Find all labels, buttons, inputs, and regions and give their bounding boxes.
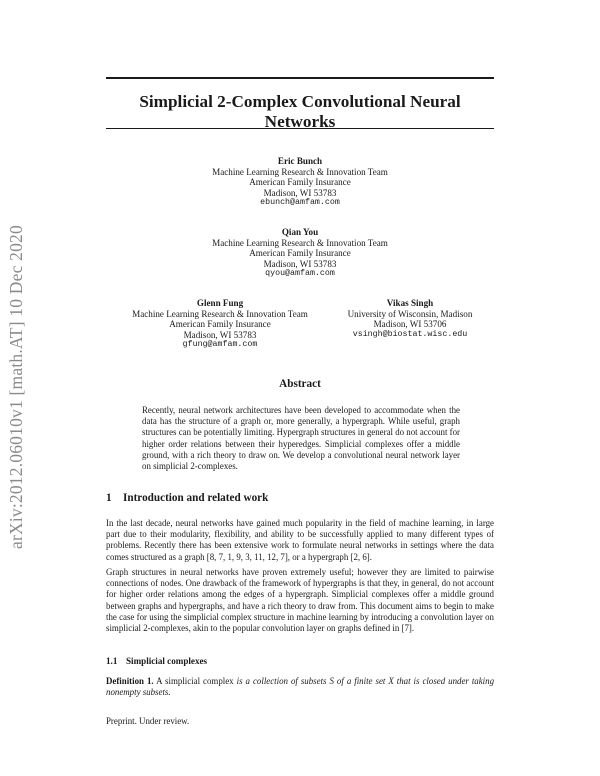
title-rule-top xyxy=(106,77,494,79)
subsection-number: 1.1 xyxy=(106,656,118,666)
arxiv-stamp: arXiv:2012.06010v1 [math.AT] 10 Dec 2020 xyxy=(6,225,26,549)
author-name: Glenn Fung xyxy=(196,298,244,308)
section-heading xyxy=(106,492,494,504)
author-email: vsingh@biostat.wisc.edu xyxy=(352,329,468,339)
author-address: Madison, WI 53783 xyxy=(263,187,337,198)
author-organization: American Family Insurance xyxy=(249,248,351,259)
subsection-title: Simplicial complexes xyxy=(126,656,208,666)
title-rule-bottom xyxy=(106,128,494,129)
author-affiliation: University of Wisconsin, Madison xyxy=(347,308,473,319)
abstract-heading: Abstract xyxy=(279,378,321,390)
author-block xyxy=(150,227,450,280)
definition-text: is a collection of subsets S of a finite set X that is closed under taking nonempty subsets. xyxy=(106,676,495,698)
intro-paragraph: In the last decade, neural networks have gained much popularity in the field of machine learning, in large part due to their modularity, flexibility, and ability to be successfully applied to many different types of problems. Recently there has been extensive work to formulate neural networks in settings where the data comes structured as a graph [8, 7, 1, 9, 3, 11, 12, 7], or a hypergraph [2, 6]. xyxy=(106,518,494,562)
author-affiliation: Machine Learning Research & Innovation Team xyxy=(212,166,388,177)
author-email: gfung@amfam.com xyxy=(182,340,258,350)
author-affiliation: Machine Learning Research & Innovation Team xyxy=(132,308,308,319)
section-number: 1 xyxy=(106,492,112,504)
author-affiliation: Machine Learning Research & Innovation Team xyxy=(212,237,388,248)
subsection-heading xyxy=(106,656,494,666)
preprint-footer: Preprint. Under review. xyxy=(106,716,190,726)
author-email: ebunch@amfam.com xyxy=(260,198,340,208)
author-address: Madison, WI 53783 xyxy=(183,329,257,340)
definition-label: Definition 1. xyxy=(106,676,154,686)
author-organization: American Family Insurance xyxy=(169,319,271,330)
author-name: Vikas Singh xyxy=(386,298,434,308)
author-email: qyou@amfam.com xyxy=(265,269,335,279)
definition xyxy=(106,676,494,698)
author-block xyxy=(110,298,330,351)
author-block xyxy=(335,298,485,340)
intro-paragraph: Graph structures in neural networks have proven extremely useful; however they are limited to pairwise connections of nodes. One drawback of the framework of hypergraphs is that they, in general, do not account for higher order relations among the edges of a hypergraph. Simplicial complexes offer a middle ground between graphs and hypergraphs, and have a rich theory to draw from. This document aims to begin to make the case for using the simplicial complex structure in machine learning by introducing a convolution layer on simplicial 2-complexes, akin to the popular convolution layer on graphs defined in [7]. xyxy=(106,567,494,634)
section-title: Introduction and related work xyxy=(123,492,269,504)
author-block xyxy=(150,156,450,209)
author-address: Madison, WI 53706 xyxy=(373,319,447,330)
paper-title: Simplicial 2-Complex Convolutional Neural Networks xyxy=(139,92,461,131)
author-name: Eric Bunch xyxy=(277,156,323,166)
abstract-text: Recently, neural network architectures have been developed to accommodate when the data has the structure of a graph or, more generally, a hypergraph. While useful, graph structures can be potentially limiting. Hypergraph structures in general do not account for higher order relations between their hyperedges. Simplicial complexes offer a middle ground, with a rich theory to draw on. We develop a convolutional neural network layer on simplicial 2-complexes. xyxy=(142,405,461,472)
author-address: Madison, WI 53783 xyxy=(263,258,337,269)
author-name: Qian You xyxy=(281,227,319,237)
definition-term: A simplicial complex xyxy=(156,676,234,686)
author-organization: American Family Insurance xyxy=(249,177,351,188)
